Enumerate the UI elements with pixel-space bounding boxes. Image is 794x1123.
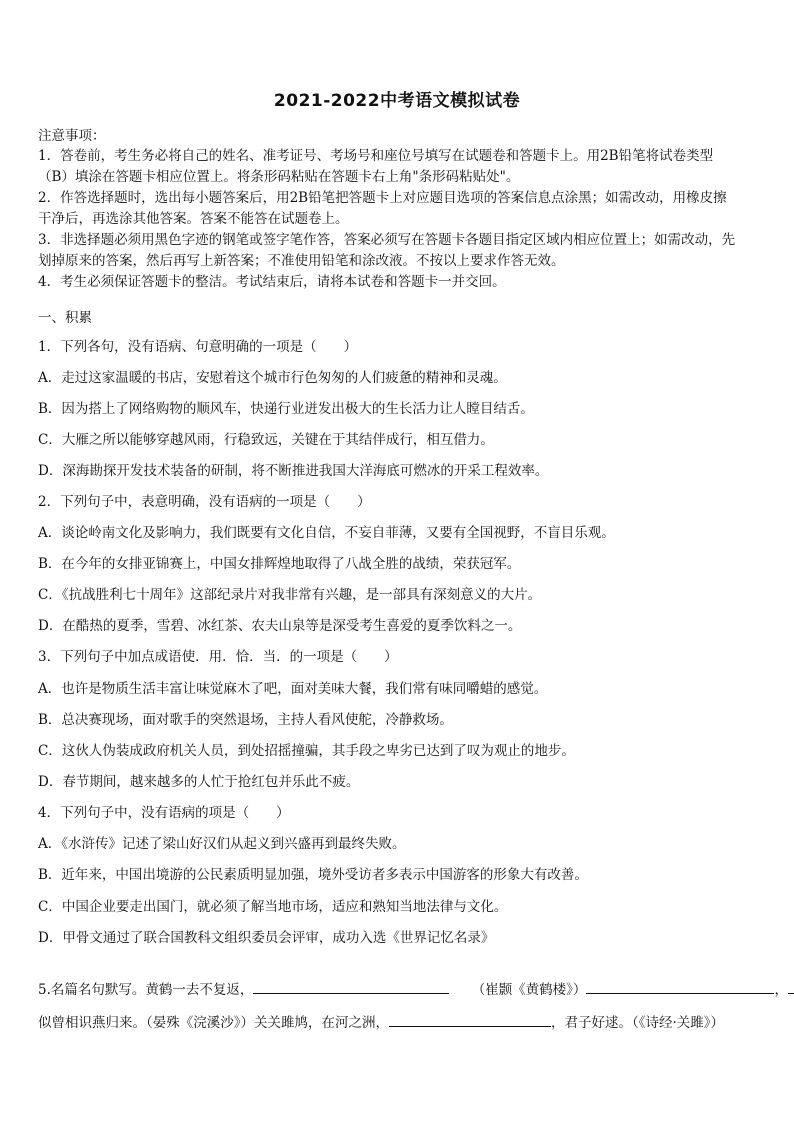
q5-source: （崔颢《黄鹤楼》）: [471, 982, 587, 998]
question-option: C．中国企业要走出国门，就必须了解当地市场，适应和熟知当地法律与文化。: [38, 899, 508, 915]
q5-text: 5.名篇名句默写。黄鹤一去不复返，: [38, 982, 254, 998]
question-option: C．大雁之所以能够穿越风雨，行稳致远，关键在于其结伴成行，相互借力。: [38, 432, 494, 448]
question-option: A．也许是物质生活丰富让味觉麻木了吧，面对美味大餐，我们常有味同嚼蜡的感觉。: [38, 681, 548, 697]
question-option: D．甲骨文通过了联合国教科文组织委员会评审，成功入选《世界记忆名录》: [38, 930, 495, 946]
note-line: 干净后，再选涂其他答案。答案不能答在试题卷上。: [38, 211, 349, 227]
question-option: A．《水浒传》记述了梁山好汉们从起义到兴盛再到最终失败。: [38, 836, 406, 852]
question-option: B．总决赛现场，面对歌手的突然退场，主持人看风使舵，冷静救场。: [38, 712, 453, 728]
question-option: D．春节期间，越来越多的人忙于抢红包并乐此不疲。: [38, 774, 360, 790]
question-option: B．在今年的女排亚锦赛上，中国女排辉煌地取得了八战全胜的战绩，荣获冠军。: [38, 556, 521, 572]
question-option: A．走过这家温暖的书店，安慰着这个城市行色匆匆的人们疲惫的精神和灵魂。: [38, 370, 507, 386]
question-option: C．这伙人伪装成政府机关人员，到处招摇撞骗，其手段之卑劣已达到了叹为观止的地步。: [38, 743, 575, 759]
q5-line-2: [38, 1011, 724, 1031]
question-option: D．深海勘探开发技术装备的研制，将不断推进我国大洋海底可燃冰的开采工程效率。: [38, 463, 549, 479]
question-option: C．《抗战胜利七十周年》这部纪录片对我非常有兴趣，是一部具有深刻意义的大片。: [38, 587, 542, 603]
note-line: 4．考生必须保证答题卡的整洁。考试结束后，请将本试卷和答题卡一并交回。: [38, 274, 506, 290]
question-stem: 1．下列各句，没有语病、句意明确的一项是（ ）: [38, 339, 358, 355]
question-option: D．在酷热的夏季，雪碧、冰红茶、农夫山泉等是深受考生喜爱的夏季饮料之一。: [38, 618, 522, 634]
q5-text: 似曾相识燕归来。（晏殊《浣溪沙》）关关雎鸠，在河之洲，: [38, 1015, 389, 1031]
answer-blank[interactable]: [389, 1012, 551, 1027]
question-option: B．近年来，中国出境游的公民素质明显加强，境外受访者多表示中国游客的形象大有改善。: [38, 867, 588, 883]
question-stem: 2．下列句子中，表意明确，没有语病的一项是（ ）: [38, 494, 371, 510]
note-line: 划掉原来的答案，然后再写上新答案；不准使用铅笔和涂改液。不按以上要求作答无效。: [38, 253, 565, 269]
question-option: A．谈论岭南文化及影响力，我们既要有文化自信，不妄自菲薄，又要有全国视野，不盲目乐观。: [38, 525, 615, 541]
q5-text: ，君子好逑。（《诗经·关雎》）: [551, 1015, 725, 1031]
answer-blank[interactable]: [253, 979, 449, 994]
note-line: （B）填涂在答题卡相应位置上。将条形码粘贴在答题卡右上角"条形码粘贴处"。: [38, 169, 520, 185]
q5-line-1: [38, 978, 794, 998]
note-line: 3．非选择题必须用黑色字迹的钢笔或签字笔作答，答案必须写在答题卡各题目指定区域内相应位置上；如需改动，先: [38, 232, 736, 248]
question-stem: 4．下列句子中，没有语病的项是（ ）: [38, 805, 290, 821]
section-heading: 一、积累: [38, 310, 92, 326]
q5-punct: ，: [774, 982, 788, 998]
answer-blank[interactable]: [586, 979, 774, 994]
notes-heading: 注意事项：: [38, 128, 106, 144]
question-stem: 3．下列句子中加点成语使．用．恰．当．的一项是（ ）: [38, 649, 398, 665]
answer-blank[interactable]: [788, 979, 794, 994]
page-title: 2021-2022中考语文模拟试卷: [273, 91, 521, 111]
question-option: B．因为搭上了网络购物的顺风车，快递行业迸发出极大的生长活力让人瞠目结舌。: [38, 401, 534, 417]
note-line: 1．答卷前，考生务必将自己的姓名、准考证号、考场号和座位号填写在试题卷和答题卡上。用2B铅笔将试卷类型: [38, 148, 714, 164]
note-line: 2．作答选择题时，选出每小题答案后，用2B铅笔把答题卡上对应题目选项的答案信息点涂黑；如需改动，用橡皮擦: [38, 190, 727, 206]
